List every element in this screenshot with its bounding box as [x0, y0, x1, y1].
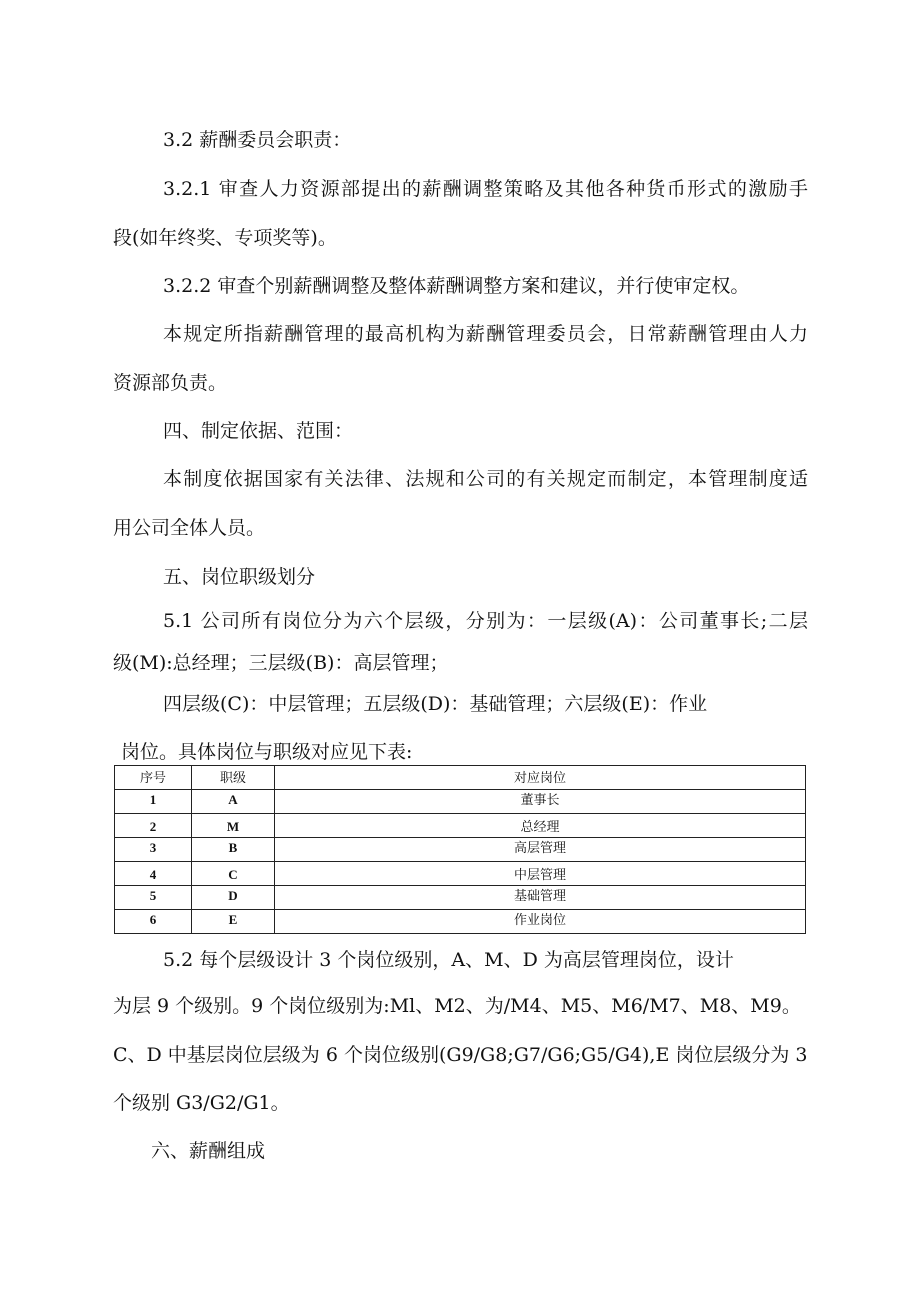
paragraph-5-2-line-4: 个级别 G3/G2/G1。 — [113, 1092, 290, 1114]
table-row — [115, 814, 806, 838]
paragraph-basis-line-1: 本制度依据国家有关法律、法规和公司的有关规定而制定，本管理制度适 — [163, 468, 808, 490]
paragraph-3-2-1-line-2: 段(如年终奖、专项奖等)。 — [113, 227, 337, 249]
paragraph-5-1-line-3: 四层级(C)：中层管理；五层级(D)：基础管理；六层级(E)：作业 — [163, 693, 708, 715]
row-level: A — [192, 790, 275, 814]
row-number: 4 — [115, 862, 192, 886]
row-level: M — [192, 814, 275, 838]
row-position: 中层管理 — [275, 862, 806, 886]
table-row — [115, 838, 806, 862]
paragraph-3-2-1-line-1: 3.2.1 审查人力资源部提出的薪酬调整策略及其他各种货币形式的激励手 — [163, 178, 808, 200]
row-position: 高层管理 — [275, 838, 806, 862]
row-position: 基础管理 — [275, 886, 806, 910]
header-level: 职级 — [192, 766, 275, 790]
row-position: 作业岗位 — [275, 910, 806, 934]
row-number: 1 — [115, 790, 192, 814]
table-header-row — [115, 766, 806, 790]
section-heading-5: 五、岗位职级划分 — [163, 566, 316, 588]
table-row — [115, 910, 806, 934]
level-position-table — [114, 765, 806, 934]
table-row — [115, 790, 806, 814]
paragraph-5-1-line-1: 5.1 公司所有岗位分为六个层级，分别为：一层级(A)：公司董事长;二层 — [163, 610, 808, 632]
paragraph-authority-line-1: 本规定所指薪酬管理的最高机构为薪酬管理委员会，日常薪酬管理由人力 — [163, 323, 808, 345]
paragraph-3-2-2: 3.2.2 审查个别薪酬调整及整体薪酬调整方案和建议，并行使审定权。 — [163, 275, 750, 297]
row-level: E — [192, 910, 275, 934]
paragraph-5-2-line-3: C、D 中基层岗位层级为 6 个岗位级别(G9/G8;G7/G6;G5/G4),E 岗位层级分为 3 — [113, 1044, 808, 1066]
row-position: 总经理 — [275, 814, 806, 838]
header-number: 序号 — [115, 766, 192, 790]
header-position: 对应岗位 — [275, 766, 806, 790]
table-row — [115, 886, 806, 910]
paragraph-authority-line-2: 资源部负责。 — [113, 372, 228, 394]
row-number: 2 — [115, 814, 192, 838]
row-position: 董事长 — [275, 790, 806, 814]
section-heading-4: 四、制定依据、范围： — [163, 420, 354, 442]
row-level: D — [192, 886, 275, 910]
section-heading-6: 六、薪酬组成 — [151, 1140, 266, 1162]
paragraph-table-intro: 岗位。具体岗位与职级对应见下表: — [121, 741, 413, 763]
row-level: B — [192, 838, 275, 862]
paragraph-5-2-line-1: 5.2 每个层级设计 3 个岗位级别，A、M、D 为高层管理岗位，设计 — [163, 949, 734, 971]
row-number: 6 — [115, 910, 192, 934]
row-level: C — [192, 862, 275, 886]
row-number: 3 — [115, 838, 192, 862]
subsection-heading-3-2: 3.2 薪酬委员会职责： — [163, 129, 352, 151]
table-row — [115, 862, 806, 886]
paragraph-5-2-line-2: 为层 9 个级别。9 个岗位级别为:Ml、M2、为/M4、M5、M6/M7、M8、M9。 — [113, 995, 801, 1017]
paragraph-basis-line-2: 用公司全体人员。 — [113, 517, 266, 539]
row-number: 5 — [115, 886, 192, 910]
paragraph-5-1-line-2: 级(M):总经理；三层级(B)：高层管理； — [113, 652, 449, 674]
